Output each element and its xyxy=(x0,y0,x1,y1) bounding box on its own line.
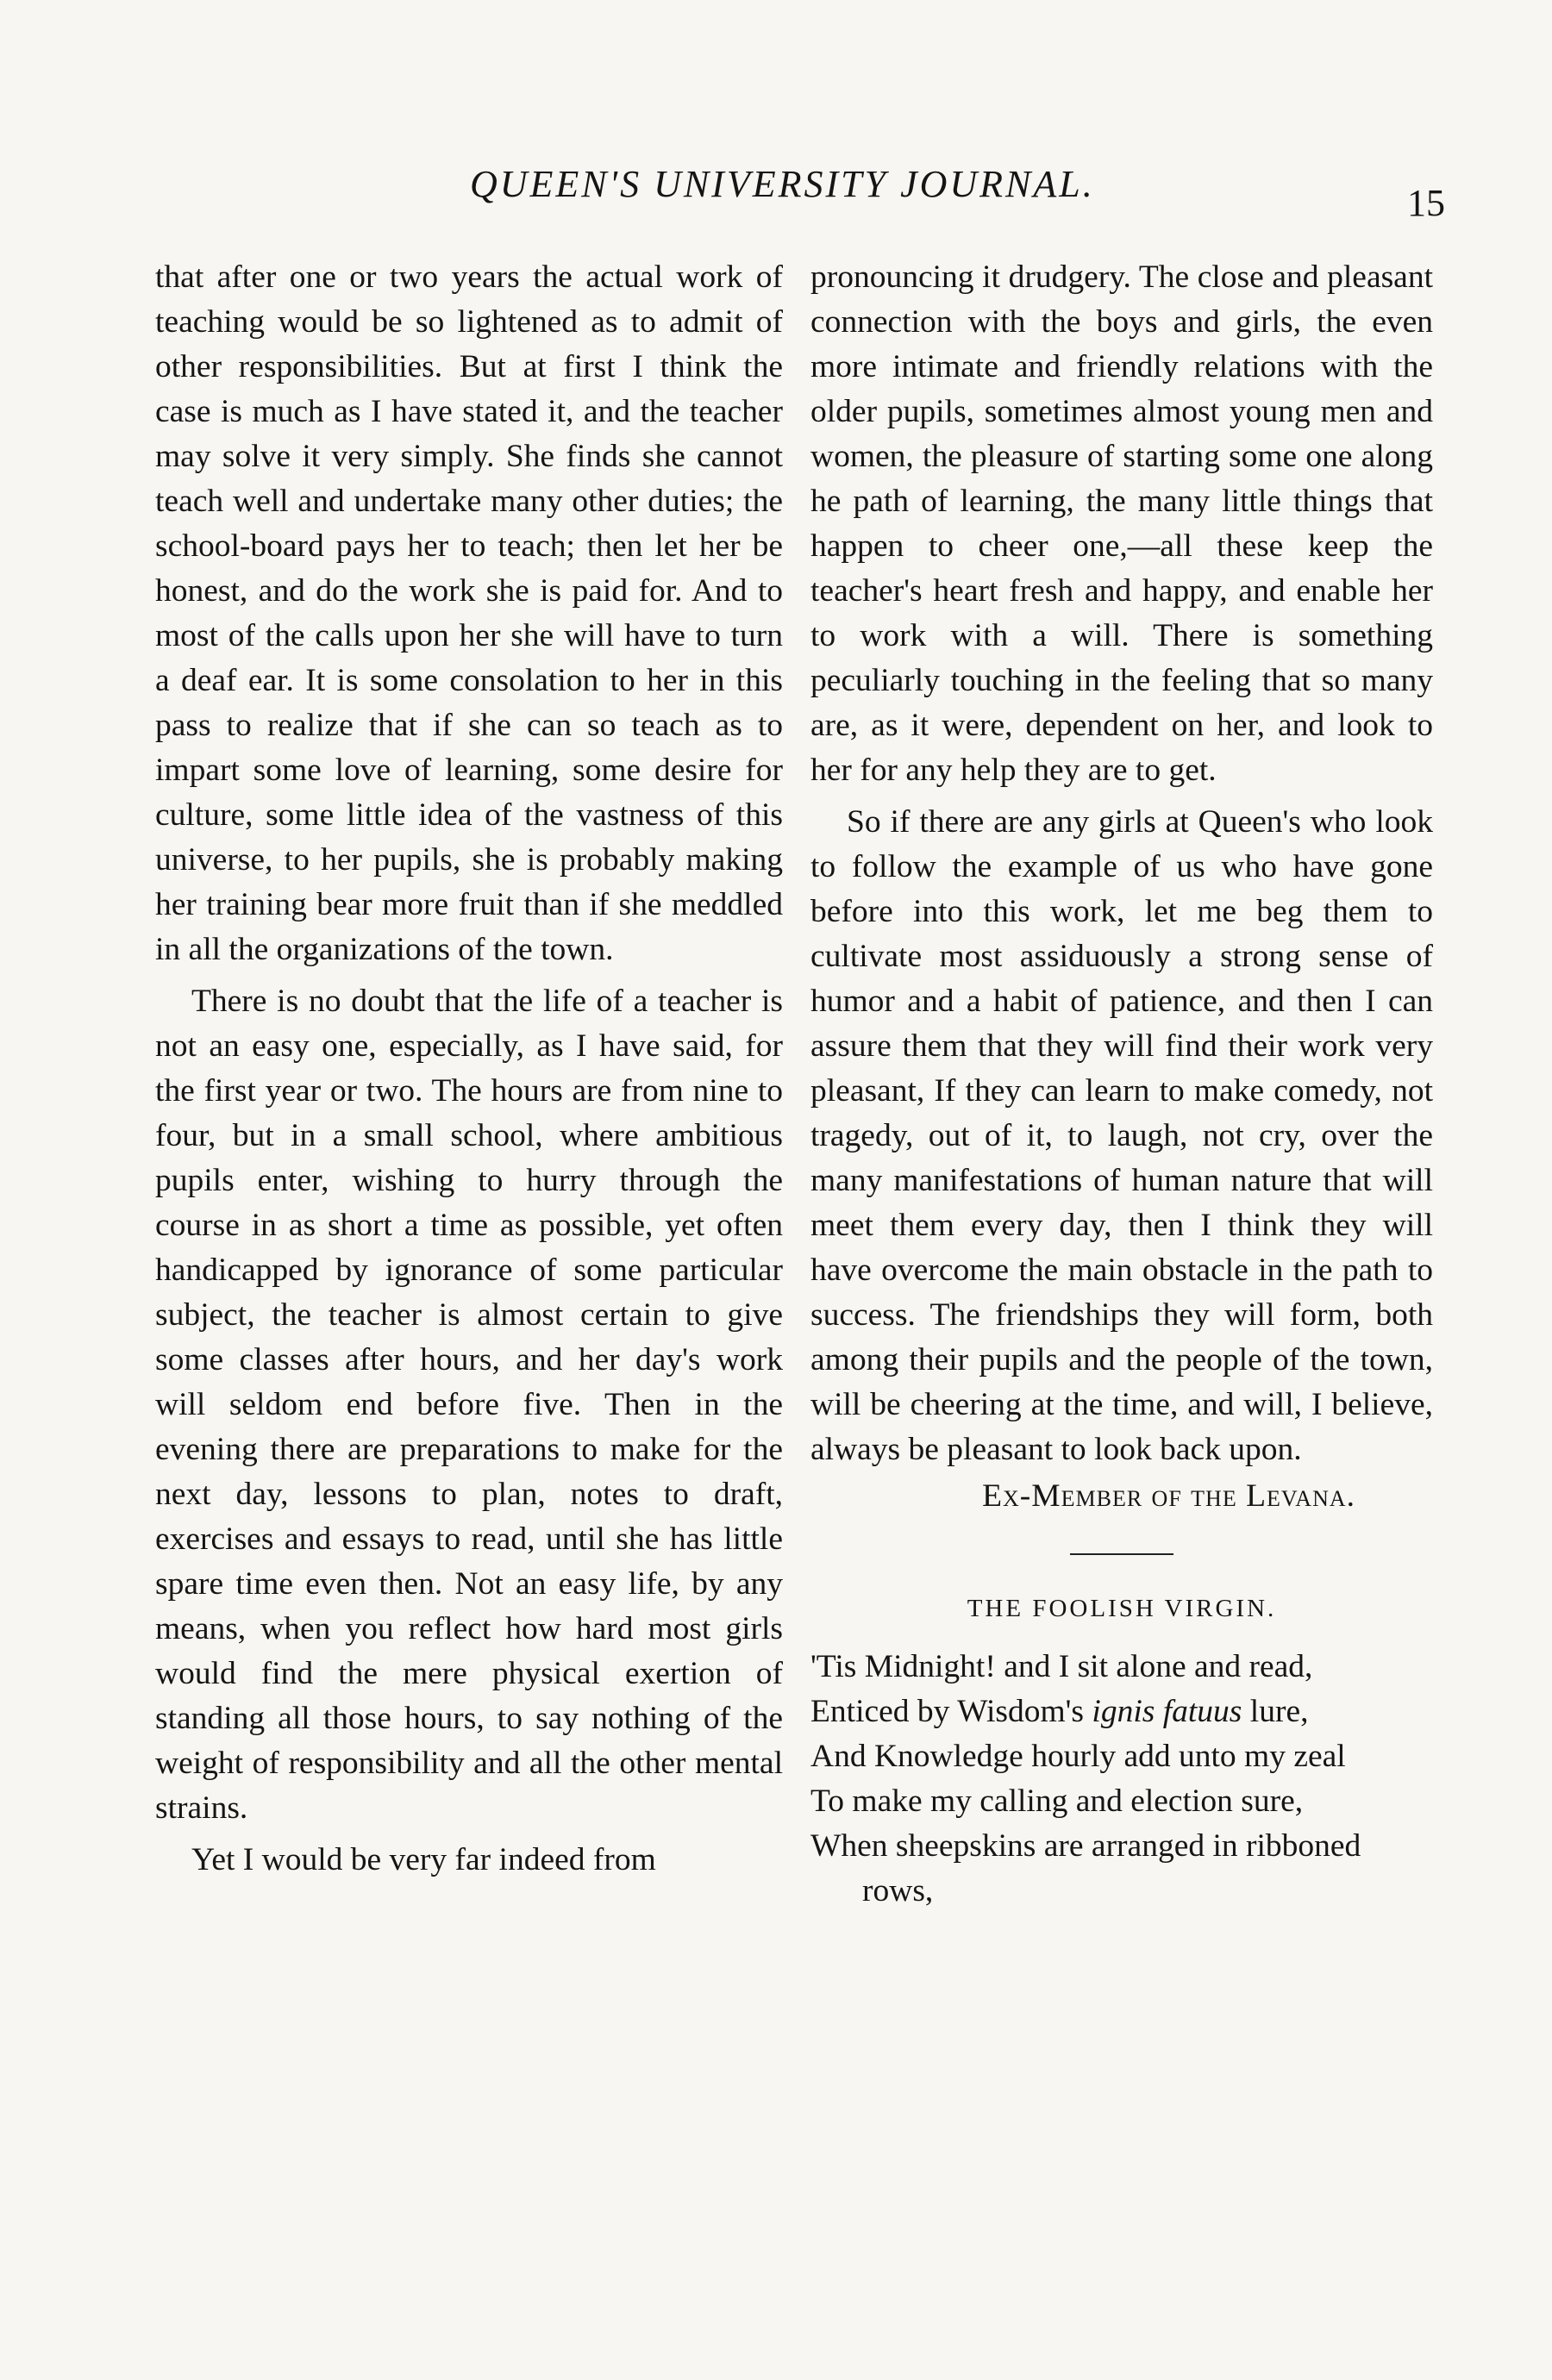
paragraph-drudgery-continued: pronouncing it drudgery. The close and pleasant connection with the boys and girls, the even more intimate and friendly relations with the older pupils, sometimes almost young men and women, the pleasure of starting some one along he path of learning, the many little things that happen to cheer one,—all these keep the teacher's heart fresh and happy, and enable her to work with a will. There is something peculiarly touching in the feeling that so many are, as it were, dependent on her, and look to her for any help they are to get. xyxy=(810,259,1433,788)
poem-line xyxy=(810,1690,1433,1734)
poem-text: lure, xyxy=(1242,1694,1309,1729)
running-title: QUEEN'S UNIVERSITY JOURNAL. xyxy=(470,163,1095,205)
paragraph-drudgery-start: Yet I would be very far indeed from xyxy=(191,1842,656,1877)
right-column xyxy=(810,255,1433,1914)
poem-italic-phrase: ignis fatuus xyxy=(1092,1694,1242,1729)
paragraph-continued: that after one or two years the actual work of teaching would be so lightened as to admit of other responsibilities. But at first I think the case is much as I have stated it, and the teacher may solve it very simply. She finds she cannot teach well and undertake many other duties; the school-board pays her to teach; then let her be honest, and do the work she is paid for. And to most of the calls upon her she will have to turn a deaf ear. It is some consolation to her in this pass to realize that if she can so teach as to impart some love of learning, some desire for culture, some little idea of the vastness of this universe, to her pupils, she is probably making her training bear more fruit than if she meddled in all the organizations of the town. xyxy=(155,259,783,967)
paragraph-advice: So if there are any girls at Queen's who look to follow the example of us who have gone before into this work, let me beg them to cultivate most assiduously a strong sense of humor and a habit of patience, and then I can assure them that they will find their work very pleasant, If they can learn to make comedy, not tragedy, out of it, to laugh, not cry, over the many manifestations of human nature that will meet them every day, then I think they will have overcome the main obstacle in the path to success. The friendships they will form, both among their pupils and the people of the town, will be cheering at the time, and will, I believe, always be pleasant to look back upon. xyxy=(810,804,1433,1467)
page-header xyxy=(0,162,1552,222)
section-divider xyxy=(1070,1553,1173,1555)
poem-line: To make my calling and election sure, xyxy=(810,1783,1304,1819)
article-signature: Ex-Member of the Levana. xyxy=(982,1478,1355,1514)
poem-text: Enticed by Wisdom's xyxy=(810,1694,1092,1729)
poem-title: THE FOOLISH VIRGIN. xyxy=(967,1595,1277,1622)
page-number: 15 xyxy=(1407,182,1445,224)
poem xyxy=(810,1645,1433,1914)
poem-line: 'Tis Midnight! and I sit alone and read, xyxy=(810,1649,1313,1684)
paragraph-teacher-life: There is no doubt that the life of a teacher is not an easy one, especially, as I have said, for the first year or two. The hours are from nine to four, but in a small school, where ambitious pupils enter, wishing to hurry through the course in as short a time as possible, yet often handicapped by ignorance of some particular subject, the teacher is almost certain to give some classes after hours, and her day's work will seldom end before five. Then in the evening there are preparations to make for the next day, lessons to plan, notes to draft, exercises and essays to read, until she has little spare time even then. Not an easy life, by any means, when you reflect how hard most girls would find the mere physical exertion of standing all those hours, to say nothing of the weight of responsibility and all the other mental strains. xyxy=(155,984,783,1826)
left-column xyxy=(155,255,783,1883)
poem-line: When sheepskins are arranged in ribboned rows, xyxy=(810,1828,1361,1908)
poem-line: And Knowledge hourly add unto my zeal xyxy=(810,1739,1346,1774)
